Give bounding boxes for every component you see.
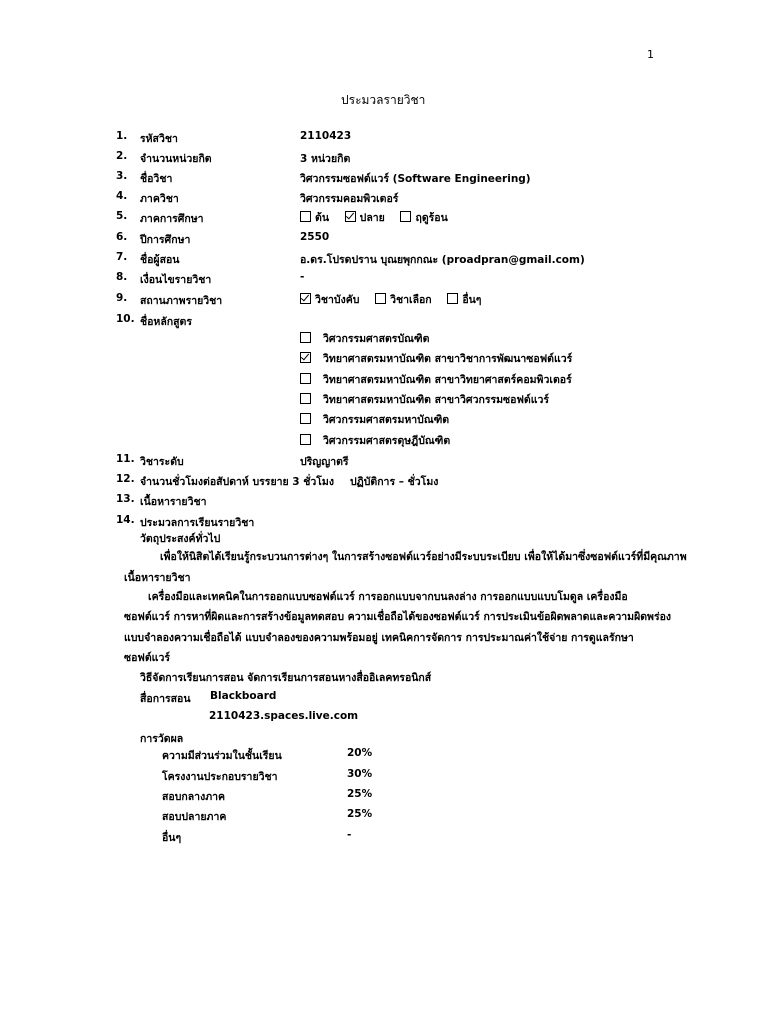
teaching-method: วิธีจัดการเรียนการสอน จัดการเรียนการสอนหางสื่ออิเลคทรอนิกส์ [140, 672, 432, 684]
level-value: ปริญญาตรี [300, 456, 349, 468]
program-option[interactable]: วิทยาศาสตรมหาบัณฑิต สาขาวิทยาศาสตร์คอมพิวเตอร์ [300, 371, 572, 388]
checkbox-icon [300, 434, 311, 445]
item-number: 1. [116, 130, 128, 142]
checkbox-icon [300, 373, 311, 384]
item-label-academic-year: ปีการศึกษา [140, 234, 191, 246]
item-label-prerequisite: เงื่อนไขรายวิชา [140, 274, 212, 286]
item-number: 9. [116, 292, 128, 304]
program-option[interactable]: วิทยาศาสตรมหาบัณฑิต สาขาวิชาการพัฒนาซอฟต์แวร์ [300, 350, 572, 367]
prerequisite-value: - [300, 271, 305, 283]
assessment-value: 25% [347, 808, 373, 820]
item-label-level: วิชาระดับ [140, 456, 184, 468]
assessment-value: 30% [347, 768, 373, 780]
item-label-hours: จำนวนชั่วโมงต่อสัปดาห์ บรรยาย 3 ชั่วโมง [140, 476, 334, 488]
semester-options [300, 209, 460, 226]
semester-option-summer[interactable]: ฤดูร้อน [400, 212, 447, 224]
item-number: 3. [116, 170, 128, 182]
item-number: 11. [116, 453, 135, 465]
item-number: 4. [116, 190, 128, 202]
checkbox-icon [447, 293, 458, 304]
program-option[interactable]: วิทยาศาสตรมหาบัณฑิต สาขาวิศวกรรมซอฟต์แวร์ [300, 391, 549, 408]
item-label-course-name: ชื่อวิชา [140, 173, 173, 185]
item-number: 8. [116, 271, 128, 283]
course-code-value: 2110423 [300, 130, 352, 142]
item-number: 7. [116, 251, 128, 263]
semester-option-first[interactable]: ต้น [300, 212, 329, 224]
media-item: Blackboard [210, 690, 277, 702]
item-number: 13. [116, 493, 135, 505]
course-name-value: วิศวกรรมซอฟต์แวร์ (Software Engineering) [300, 173, 531, 185]
checkbox-checked-icon [300, 352, 311, 363]
assessment-label: โครงงานประกอบรายวิชา [162, 771, 278, 783]
checkbox-icon [375, 293, 386, 304]
assessment-label: สอบกลางภาค [162, 791, 226, 803]
checkbox-checked-icon [345, 211, 356, 222]
content-heading: เนื้อหารายวิชา [124, 572, 191, 584]
assessment-label: สอบปลายภาค [162, 811, 227, 823]
item-number: 5. [116, 210, 128, 222]
item-number: 14. [116, 514, 135, 526]
content-line: ซอฟต์แวร์ [124, 652, 170, 664]
content-line: แบบจำลองความเชื่อถือได้ แบบจำลองของความพร้อมอยู่ เทคนิคการจัดการ การประมาณค่าใช้จ่าย การดูแลรักษา [124, 632, 634, 644]
media-item: 2110423.spaces.live.com [209, 710, 359, 722]
program-option[interactable]: วิศวกรรมศาสตรดุษฎีบัณฑิต [300, 432, 450, 449]
program-option[interactable]: วิศวกรรมศาสตรมหาบัณฑิต [300, 411, 449, 428]
page-number: 1 [647, 48, 654, 61]
credits-value: 3 หน่วยกิต [300, 153, 351, 165]
status-option-elective[interactable]: วิชาเลือก [375, 294, 432, 306]
department-value: วิศวกรรมคอมพิวเตอร์ [300, 193, 399, 205]
item-label-credits: จำนวนหน่วยกิต [140, 153, 212, 165]
instructor-value: อ.ดร.โปรดปราน บุณยพุกกณะ (proadpran@gmail.com) [300, 254, 585, 266]
lab-hours-value: ปฏิบัติการ – ชั่วโมง [350, 476, 439, 488]
assessment-label: อื่นๆ [162, 832, 182, 844]
status-option-other[interactable]: อื่นๆ [447, 294, 481, 306]
status-option-required[interactable]: วิชาบังคับ [300, 294, 359, 306]
item-label-program: ชื่อหลักสูตร [140, 316, 193, 328]
item-label-syllabus: ประมวลการเรียนรายวิชา [140, 517, 255, 529]
item-number: 12. [116, 473, 135, 485]
academic-year-value: 2550 [300, 231, 330, 243]
item-number: 2. [116, 150, 128, 162]
program-option[interactable]: วิศวกรรมศาสตรบัณฑิต [300, 330, 429, 347]
assessment-value: 25% [347, 788, 373, 800]
item-label-course-status: สถานภาพรายวิชา [140, 295, 223, 307]
checkbox-icon [300, 332, 311, 343]
semester-option-second[interactable]: ปลาย [345, 212, 385, 224]
status-options [300, 291, 493, 308]
content-line: ซอฟต์แวร์ การหาที่ผิดและการสร้างข้อมูลทดสอบ ความเชื่อถือได้ของซอฟต์แวร์ การประเมินข้อผิดพลาดและความผิดพร่อง [124, 611, 672, 623]
item-label-content: เนื้อหารายวิชา [140, 496, 207, 508]
item-label-department: ภาควิชา [140, 193, 179, 205]
objective-heading: วัตถุประสงค์ทั่วไป [140, 533, 221, 545]
checkbox-icon [300, 413, 311, 424]
assessment-label: ความมีส่วนร่วมในชั้นเรียน [162, 750, 282, 762]
assessment-value: 20% [347, 747, 373, 759]
page-title: ประมวลรายวิชา [341, 93, 426, 107]
checkbox-icon [400, 211, 411, 222]
item-label-instructor: ชื่อผู้สอน [140, 254, 180, 266]
checkbox-icon [300, 211, 311, 222]
assessment-value: - [347, 829, 352, 841]
item-label-semester: ภาคการศึกษา [140, 213, 204, 225]
media-label: สื่อการสอน [140, 693, 191, 705]
assessment-heading: การวัดผล [140, 733, 184, 745]
objective-text: เพื่อให้นิสิตได้เรียนรู้กระบวนการต่างๆ ในการสร้างซอฟต์แวร์อย่างมีระบบระเบียบ เพื่อให้ได้มาซึ่งซอฟต์แวร์ที่มีคุณภาพ [160, 551, 687, 563]
checkbox-checked-icon [300, 293, 311, 304]
checkbox-icon [300, 393, 311, 404]
item-label-course-code: รหัสวิชา [140, 133, 178, 145]
item-number: 6. [116, 231, 128, 243]
content-line: เครื่องมือและเทคนิคในการออกแบบซอฟต์แวร์ การออกแบบจากบนลงล่าง การออกแบบแบบโมดูล เครื่องมือ [148, 591, 628, 603]
item-number: 10. [116, 313, 135, 325]
